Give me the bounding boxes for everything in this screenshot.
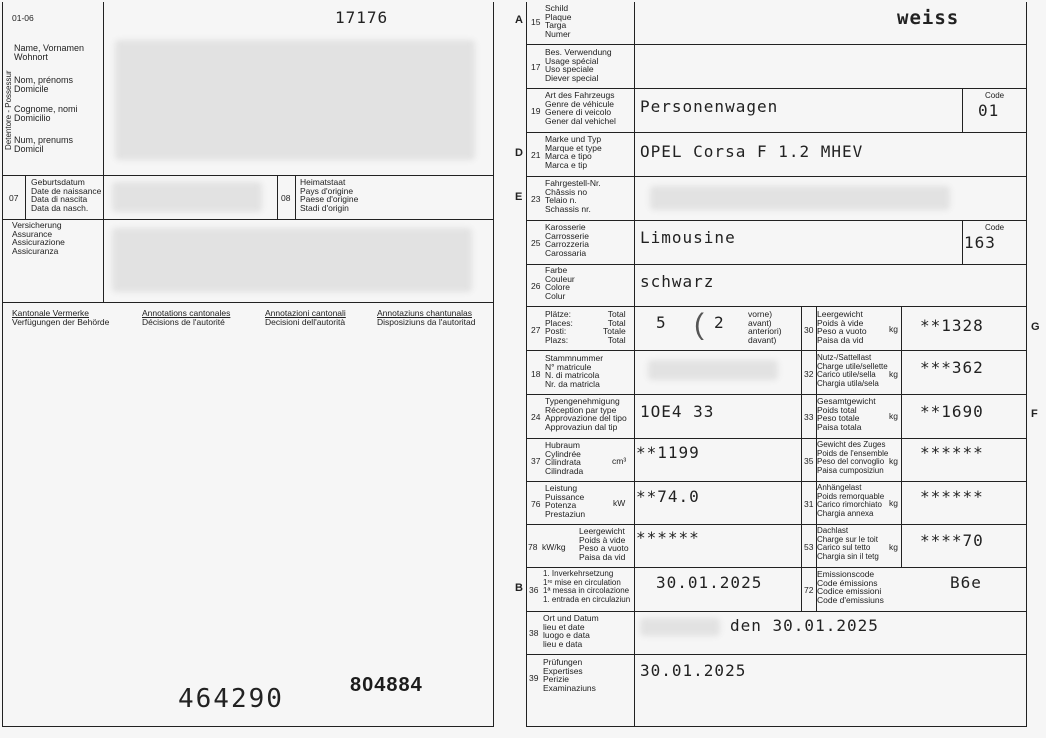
- name-label-fr: Nom, prénoms Domicile: [14, 75, 74, 95]
- code-box-25: [962, 220, 963, 264]
- number-bottom-left: 464290: [178, 684, 284, 714]
- field-33-label: Gesamtgewicht Poids total Peso totale Paisa totala: [817, 396, 876, 432]
- left-frame-right: [493, 2, 494, 726]
- name-label-de: Name, Vornamen Wohnort: [14, 43, 85, 63]
- field-53-label: Dachlast Charge sur le toit Carico sul tetto Chargia sin il tetg: [817, 526, 879, 561]
- field-31-value: ******: [920, 487, 984, 506]
- field-37-label: Hubraum Cylindrée Cilindrata Cilindrada: [545, 440, 584, 476]
- field-27-num: 27: [531, 325, 541, 335]
- field-53-num: 53: [804, 542, 814, 552]
- row-line-2: [526, 88, 1027, 89]
- right-frame-right: [1026, 2, 1027, 726]
- number-bottom-right: 804884: [350, 674, 423, 696]
- field-07-label: Geburtsdatum Date de naissance Data di nascita Data da nasch.: [31, 177, 102, 213]
- field-30-unit: kg: [889, 324, 898, 334]
- holder-vertical-label: Detentore - Possessur: [4, 70, 13, 150]
- field-08-label: Heimatstaat Pays d'origine Paese d'origine Stadi d'origin: [300, 177, 359, 213]
- field-24-value: 1OE4 33: [640, 402, 715, 421]
- field-23-label: Fahrgestell-Nr. Châssis no Telaio n. Schassis nr.: [545, 178, 601, 214]
- row-line-15: [526, 654, 1027, 655]
- field-33-value: **1690: [920, 402, 984, 421]
- field-39-label: Prüfungen Expertises Perizie Examinaziuns: [543, 657, 596, 693]
- row-line-14: [526, 611, 1027, 612]
- field-78-value: ******: [636, 528, 700, 547]
- field-32-value: ***362: [920, 358, 984, 377]
- field-24-label: Typengenehmigung Réception par type Approvazione del tipo Approvaziun dal tip: [545, 396, 627, 432]
- field-19-code: 01: [978, 101, 1000, 120]
- field-35-value: ******: [920, 443, 984, 462]
- field-37-unit: cm³: [612, 456, 627, 466]
- field-36-value: 30.01.2025: [656, 573, 763, 592]
- field-32-label: Nutz-/Sattellast Charge utile/sellette Carico utile/sella Chargia utila/sela: [817, 353, 888, 388]
- annotation-it: Annotazioni cantonali Decisioni dell'autorità: [265, 308, 346, 327]
- field-26-num: 26: [531, 281, 541, 291]
- field-78-num: 78: [528, 542, 538, 552]
- row-line-7: [526, 306, 1027, 307]
- field-30-label: Leergewicht Poids à vide Peso a vuoto Paisa da vid: [817, 309, 867, 345]
- field-36-letter: B: [515, 582, 523, 594]
- field-36-num: 36: [529, 585, 539, 595]
- field-15-label: Schild Plaque Targa Numer: [545, 3, 572, 39]
- field-15-value: weiss: [897, 7, 960, 29]
- right-frame-bottom: [526, 726, 1027, 727]
- field-21-num: 21: [531, 150, 541, 160]
- redacted-place: [640, 618, 720, 636]
- code-box-19: [962, 88, 963, 132]
- field-76-unit: kW: [613, 498, 626, 508]
- field-17-num: 17: [531, 62, 541, 72]
- field-76-value: **74.0: [636, 487, 700, 506]
- field-30-num: 30: [804, 325, 814, 335]
- right-frame-left: [526, 2, 527, 726]
- field-76-label: Leistung Puissance Potenza Prestaziun: [545, 483, 586, 519]
- row-line-3: [526, 132, 1027, 133]
- annotation-fr: Annotations cantonales Décisions de l'autorité: [142, 308, 231, 327]
- field-36-label: 1. Inverkehrsetzung 1ʳᵉ mise en circulation 1ª messa in circolazione 1. entrada en circulaziun: [543, 569, 631, 604]
- left-column-divider: [103, 2, 104, 302]
- field-27-front-label: vorne) avant) anteriori) davant): [748, 309, 782, 345]
- field-27-total: 5: [656, 313, 667, 332]
- row-line-13: [526, 567, 1027, 568]
- row-line-4: [526, 176, 1027, 177]
- field-01-06: 01-06: [12, 13, 34, 23]
- field-30-value: **1328: [920, 316, 984, 335]
- field-26-value: schwarz: [640, 272, 715, 291]
- field-72-value: B6e: [950, 573, 982, 592]
- field-37-value: **1199: [636, 443, 700, 462]
- row-line-12: [526, 524, 1027, 525]
- row-line-11: [526, 481, 1027, 482]
- row-line-9: [526, 394, 1027, 395]
- field-25-value: Limousine: [640, 228, 736, 247]
- field-18-label: Stammnummer N° matricule N. di matricola Nr. da matricla: [545, 353, 604, 389]
- row-line-8: [526, 350, 1027, 351]
- redacted-chassis: [650, 186, 950, 210]
- field-33-side-letter: F: [1031, 408, 1038, 420]
- field-17-label: Bes. Verwendung Usage spécial Uso speciale Diever special: [545, 47, 612, 83]
- left-frame-left: [2, 2, 3, 726]
- left-row-divider-1: [2, 175, 494, 176]
- left-07-divider: [25, 175, 26, 219]
- field-37-num: 37: [531, 456, 541, 466]
- field-15-letter: A: [515, 14, 523, 26]
- field-31-label: Anhängelast Poids remorquable Carico rimorchiato Chargia annexa: [817, 483, 885, 518]
- name-label-it: Cognome, nomi Domicilio: [14, 104, 78, 124]
- field-38-label: Ort und Datum lieu et date luogo e data lieu e data: [543, 613, 599, 649]
- field-33-num: 33: [804, 412, 814, 422]
- redacted-holder: [115, 40, 475, 160]
- field-76-num: 76: [531, 499, 541, 509]
- field-25-code: 163: [964, 233, 996, 252]
- field-39-value: 30.01.2025: [640, 661, 747, 680]
- field-19-num: 19: [531, 106, 541, 116]
- field-26-label: Farbe Couleur Colore Colur: [545, 265, 575, 301]
- field-27-front: 2: [714, 313, 725, 332]
- row-line-1: [526, 44, 1027, 45]
- field-08-num: 08: [281, 193, 291, 203]
- left-row-divider-2: [2, 219, 494, 220]
- field-25-label: Karosserie Carrosserie Carrozzeria Carossaria: [545, 222, 589, 258]
- left-08-divider: [295, 175, 296, 219]
- field-25-num: 25: [531, 238, 541, 248]
- field-31-unit: kg: [889, 498, 898, 508]
- field-19-code-label: Code: [985, 91, 1005, 100]
- left-row-divider-3: [2, 302, 494, 303]
- field-18-num: 18: [531, 369, 541, 379]
- field-72-num: 72: [804, 585, 814, 595]
- name-label-rm: Num, prenums Domicil: [14, 135, 74, 155]
- field-27-label-total: Total Total Totale Total: [603, 309, 626, 345]
- row-line-6: [526, 264, 1027, 265]
- serial-top: 17176: [335, 8, 389, 27]
- split-left-divider: [801, 306, 802, 611]
- field-31-num: 31: [804, 499, 814, 509]
- field-53-value: ****70: [920, 531, 984, 550]
- field-78-label: Leergewicht Poids à vide Peso a vuoto Paisa da vid: [579, 526, 629, 562]
- field-19-value: Personenwagen: [640, 97, 779, 116]
- field-07-num: 07: [9, 193, 19, 203]
- field-35-unit: kg: [889, 456, 898, 466]
- field-21-label: Marke und Typ Marque et type Marca e tipo Marca e tip: [545, 134, 602, 170]
- field-24-num: 24: [531, 412, 541, 422]
- redacted-birthdate: [112, 182, 262, 212]
- row-line-10: [526, 438, 1027, 439]
- right-label-column: [634, 2, 635, 726]
- field-27-label: Plätze: Places: Posti: Plazs:: [545, 309, 573, 345]
- field-39-num: 39: [529, 673, 539, 683]
- annotation-de: Kantonale Vermerke Verfügungen der Behörde: [12, 308, 110, 327]
- field-21-letter: D: [515, 147, 523, 159]
- field-33-unit: kg: [889, 411, 898, 421]
- field-72-label: Emissionscode Code émissions Codice emissioni Code d'emissiuns: [817, 569, 884, 605]
- field-30-side-letter: G: [1031, 321, 1040, 333]
- left-frame-bottom: [2, 726, 494, 727]
- field-25-code-label: Code: [985, 223, 1005, 232]
- field-38-num: 38: [529, 628, 539, 638]
- field-23-num: 23: [531, 194, 541, 204]
- field-35-num: 35: [804, 456, 814, 466]
- field-27-brace: (: [694, 308, 704, 341]
- field-32-unit: kg: [889, 369, 898, 379]
- field-21-value: OPEL Corsa F 1.2 MHEV: [640, 142, 864, 161]
- field-19-label: Art des Fahrzeugs Genre de véhicule Genere di veicolo Gener dal vehichel: [545, 90, 616, 126]
- redacted-matricule: [648, 360, 778, 380]
- field-38-value: den 30.01.2025: [730, 616, 879, 635]
- row-line-5: [526, 220, 1027, 221]
- field-32-num: 32: [804, 369, 814, 379]
- field-23-letter: E: [515, 191, 523, 203]
- redacted-insurance: [112, 228, 472, 292]
- annotation-rm: Annotaziuns chantunalas Disposiziuns da l'autoritad: [377, 308, 476, 327]
- field-53-unit: kg: [889, 542, 898, 552]
- left-birth-divider: [277, 175, 278, 219]
- insurance-label: Versicherung Assurance Assicurazione Assicuranza: [12, 220, 65, 256]
- field-15-num: 15: [531, 17, 541, 27]
- field-35-label: Gewicht des Zuges Poids de l'ensemble Peso del convoglio Paisa cumposiziun: [817, 440, 889, 475]
- split-value-divider: [901, 306, 902, 567]
- field-78-unit: kW/kg: [542, 542, 566, 552]
